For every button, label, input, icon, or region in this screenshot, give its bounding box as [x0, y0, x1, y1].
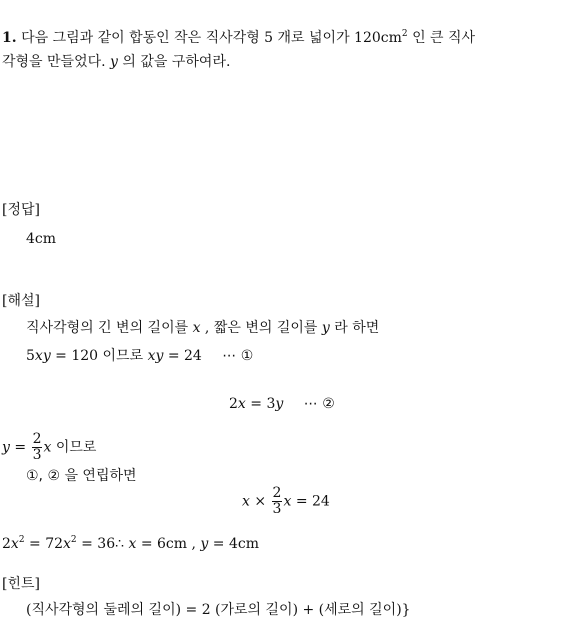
math-text: 2: [229, 396, 238, 412]
problem-text-2: 각형을 만들었다.: [2, 54, 111, 70]
solution-text: , 짧은 변의 길이를: [200, 320, 322, 336]
math-text: = 4cm: [208, 536, 259, 552]
math-text: = 72: [24, 536, 64, 552]
math-text: = 3: [245, 396, 276, 412]
math-text: 5: [26, 348, 35, 364]
solution-line-1: [26, 321, 379, 335]
var-x: x: [192, 320, 201, 336]
equation-3: [242, 486, 330, 517]
solution-text: ①, ② 을 연립하면: [26, 468, 137, 484]
var-x: x: [43, 439, 52, 456]
solution-heading: [해설]: [2, 293, 40, 309]
math-text: ×: [249, 493, 271, 510]
math-text: 2: [2, 536, 11, 552]
math-text: = 6cm ,: [136, 536, 201, 552]
var-x: x: [237, 396, 246, 412]
var-x: x: [10, 536, 19, 552]
var-y: y: [110, 54, 118, 70]
solution-text: 라 하면: [329, 320, 380, 336]
solution-line-5: [2, 536, 259, 551]
area-exponent: 2: [401, 29, 408, 39]
solution-text: 직사각형의 긴 변의 길이를: [26, 320, 193, 336]
solution-line-2: [26, 349, 253, 363]
math-text: = 24: [163, 348, 202, 364]
var-y: y: [321, 320, 330, 336]
fraction-numerator: 2: [32, 431, 42, 447]
fraction-numerator: 2: [272, 485, 282, 501]
var-xy: xy: [147, 348, 164, 364]
problem-line-1: [2, 30, 475, 45]
solution-line-4: [26, 469, 137, 483]
fraction-denominator: 3: [272, 501, 282, 517]
solution-text: 이므로: [51, 439, 97, 456]
fraction-denominator: 3: [32, 447, 42, 463]
problem-text-1: 다음 그림과 같이 합동인 작은 직사각형 5 개로 넓이가 120cm: [21, 30, 402, 46]
var-y: y: [200, 536, 209, 552]
var-x: x: [63, 536, 71, 552]
math-text: = 36∴: [76, 536, 129, 552]
fraction-two-thirds: [32, 432, 43, 463]
equation-tag-2: ⋯ ②: [303, 396, 335, 412]
hint-heading: [힌트]: [2, 576, 40, 592]
math-text: = 120 이므로: [50, 348, 148, 364]
problem-line-2: [2, 55, 230, 69]
solution-line-3: [2, 432, 96, 463]
hint-text: (직사각형의 둘레의 길이) = 2 (가로의 길이) + (세로의 길이)}: [26, 602, 411, 618]
var-xy: xy: [34, 348, 51, 364]
answer-heading: [정답]: [2, 202, 40, 218]
var-y: y: [2, 439, 10, 456]
answer-value: 4cm: [26, 231, 57, 247]
fraction-two-thirds: [272, 486, 283, 517]
equation-2: [229, 397, 335, 411]
math-text: =: [9, 439, 31, 456]
problem-text-1b: 인 큰 직사: [407, 30, 476, 46]
math-text: = 24: [291, 493, 330, 510]
exponent: 2: [70, 535, 77, 545]
var-x: x: [283, 493, 292, 510]
equation-tag-1: ⋯ ①: [222, 348, 254, 364]
var-y: y: [275, 396, 284, 412]
exponent: 2: [18, 535, 25, 545]
problem-text-2b: 의 값을 구하여라.: [117, 54, 231, 70]
var-x: x: [128, 536, 137, 552]
problem-number: 1.: [2, 30, 17, 46]
var-x: x: [242, 493, 250, 510]
